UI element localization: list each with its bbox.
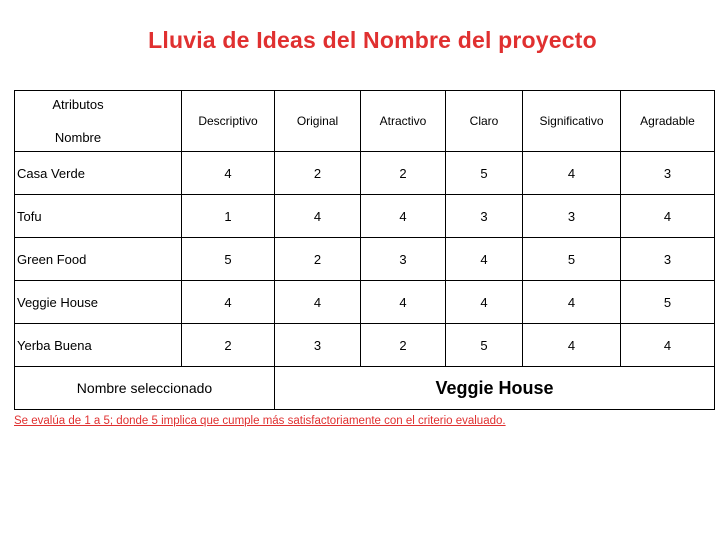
score-cell: 4: [621, 195, 715, 238]
row-name: Tofu: [15, 195, 182, 238]
score-cell: 3: [275, 324, 361, 367]
score-cell: 4: [621, 324, 715, 367]
score-cell: 5: [523, 238, 621, 281]
selected-name-value: Veggie House: [275, 367, 715, 410]
row-name: Yerba Buena: [15, 324, 182, 367]
score-cell: 4: [523, 152, 621, 195]
score-cell: 4: [182, 281, 275, 324]
table-row: [15, 152, 715, 195]
score-cell: 1: [182, 195, 275, 238]
score-cell: 2: [182, 324, 275, 367]
score-cell: 4: [446, 238, 523, 281]
column-header: Original: [275, 91, 361, 152]
score-cell: 2: [275, 152, 361, 195]
score-cell: 4: [523, 281, 621, 324]
score-cell: 2: [361, 152, 446, 195]
score-cell: 2: [361, 324, 446, 367]
score-cell: 4: [446, 281, 523, 324]
table-row: [15, 195, 715, 238]
score-cell: 5: [446, 324, 523, 367]
table-row: [15, 238, 715, 281]
score-cell: 4: [361, 195, 446, 238]
column-header: Agradable: [621, 91, 715, 152]
score-cell: 4: [523, 324, 621, 367]
score-cell: 4: [275, 281, 361, 324]
score-cell: 5: [446, 152, 523, 195]
score-cell: 4: [361, 281, 446, 324]
score-cell: 3: [446, 195, 523, 238]
header-row: [15, 91, 715, 152]
score-cell: 3: [361, 238, 446, 281]
score-cell: 4: [182, 152, 275, 195]
score-cell: 5: [182, 238, 275, 281]
corner-cell: [15, 91, 182, 152]
score-cell: 3: [621, 238, 715, 281]
table-row: [15, 281, 715, 324]
evaluation-table: [14, 90, 715, 410]
score-cell: 3: [523, 195, 621, 238]
score-cell: 4: [275, 195, 361, 238]
score-cell: 5: [621, 281, 715, 324]
row-name: Casa Verde: [15, 152, 182, 195]
column-header: Significativo: [523, 91, 621, 152]
corner-label-attributes: Atributos: [52, 97, 104, 112]
selected-name-label: Nombre seleccionado: [15, 367, 275, 410]
corner-label-name: Nombre: [54, 130, 102, 145]
column-header: Atractivo: [361, 91, 446, 152]
scoring-note: Se evalúa de 1 a 5; donde 5 implica que cumple más satisfactoriamente con el criterio evaluado.: [14, 415, 506, 427]
row-name: Green Food: [15, 238, 182, 281]
score-cell: 3: [621, 152, 715, 195]
column-header: Claro: [446, 91, 523, 152]
table-row: [15, 324, 715, 367]
score-cell: 2: [275, 238, 361, 281]
column-header: Descriptivo: [182, 91, 275, 152]
row-name: Veggie House: [15, 281, 182, 324]
page-title: Lluvia de Ideas del Nombre del proyecto: [148, 27, 597, 53]
selected-row: [15, 367, 715, 410]
